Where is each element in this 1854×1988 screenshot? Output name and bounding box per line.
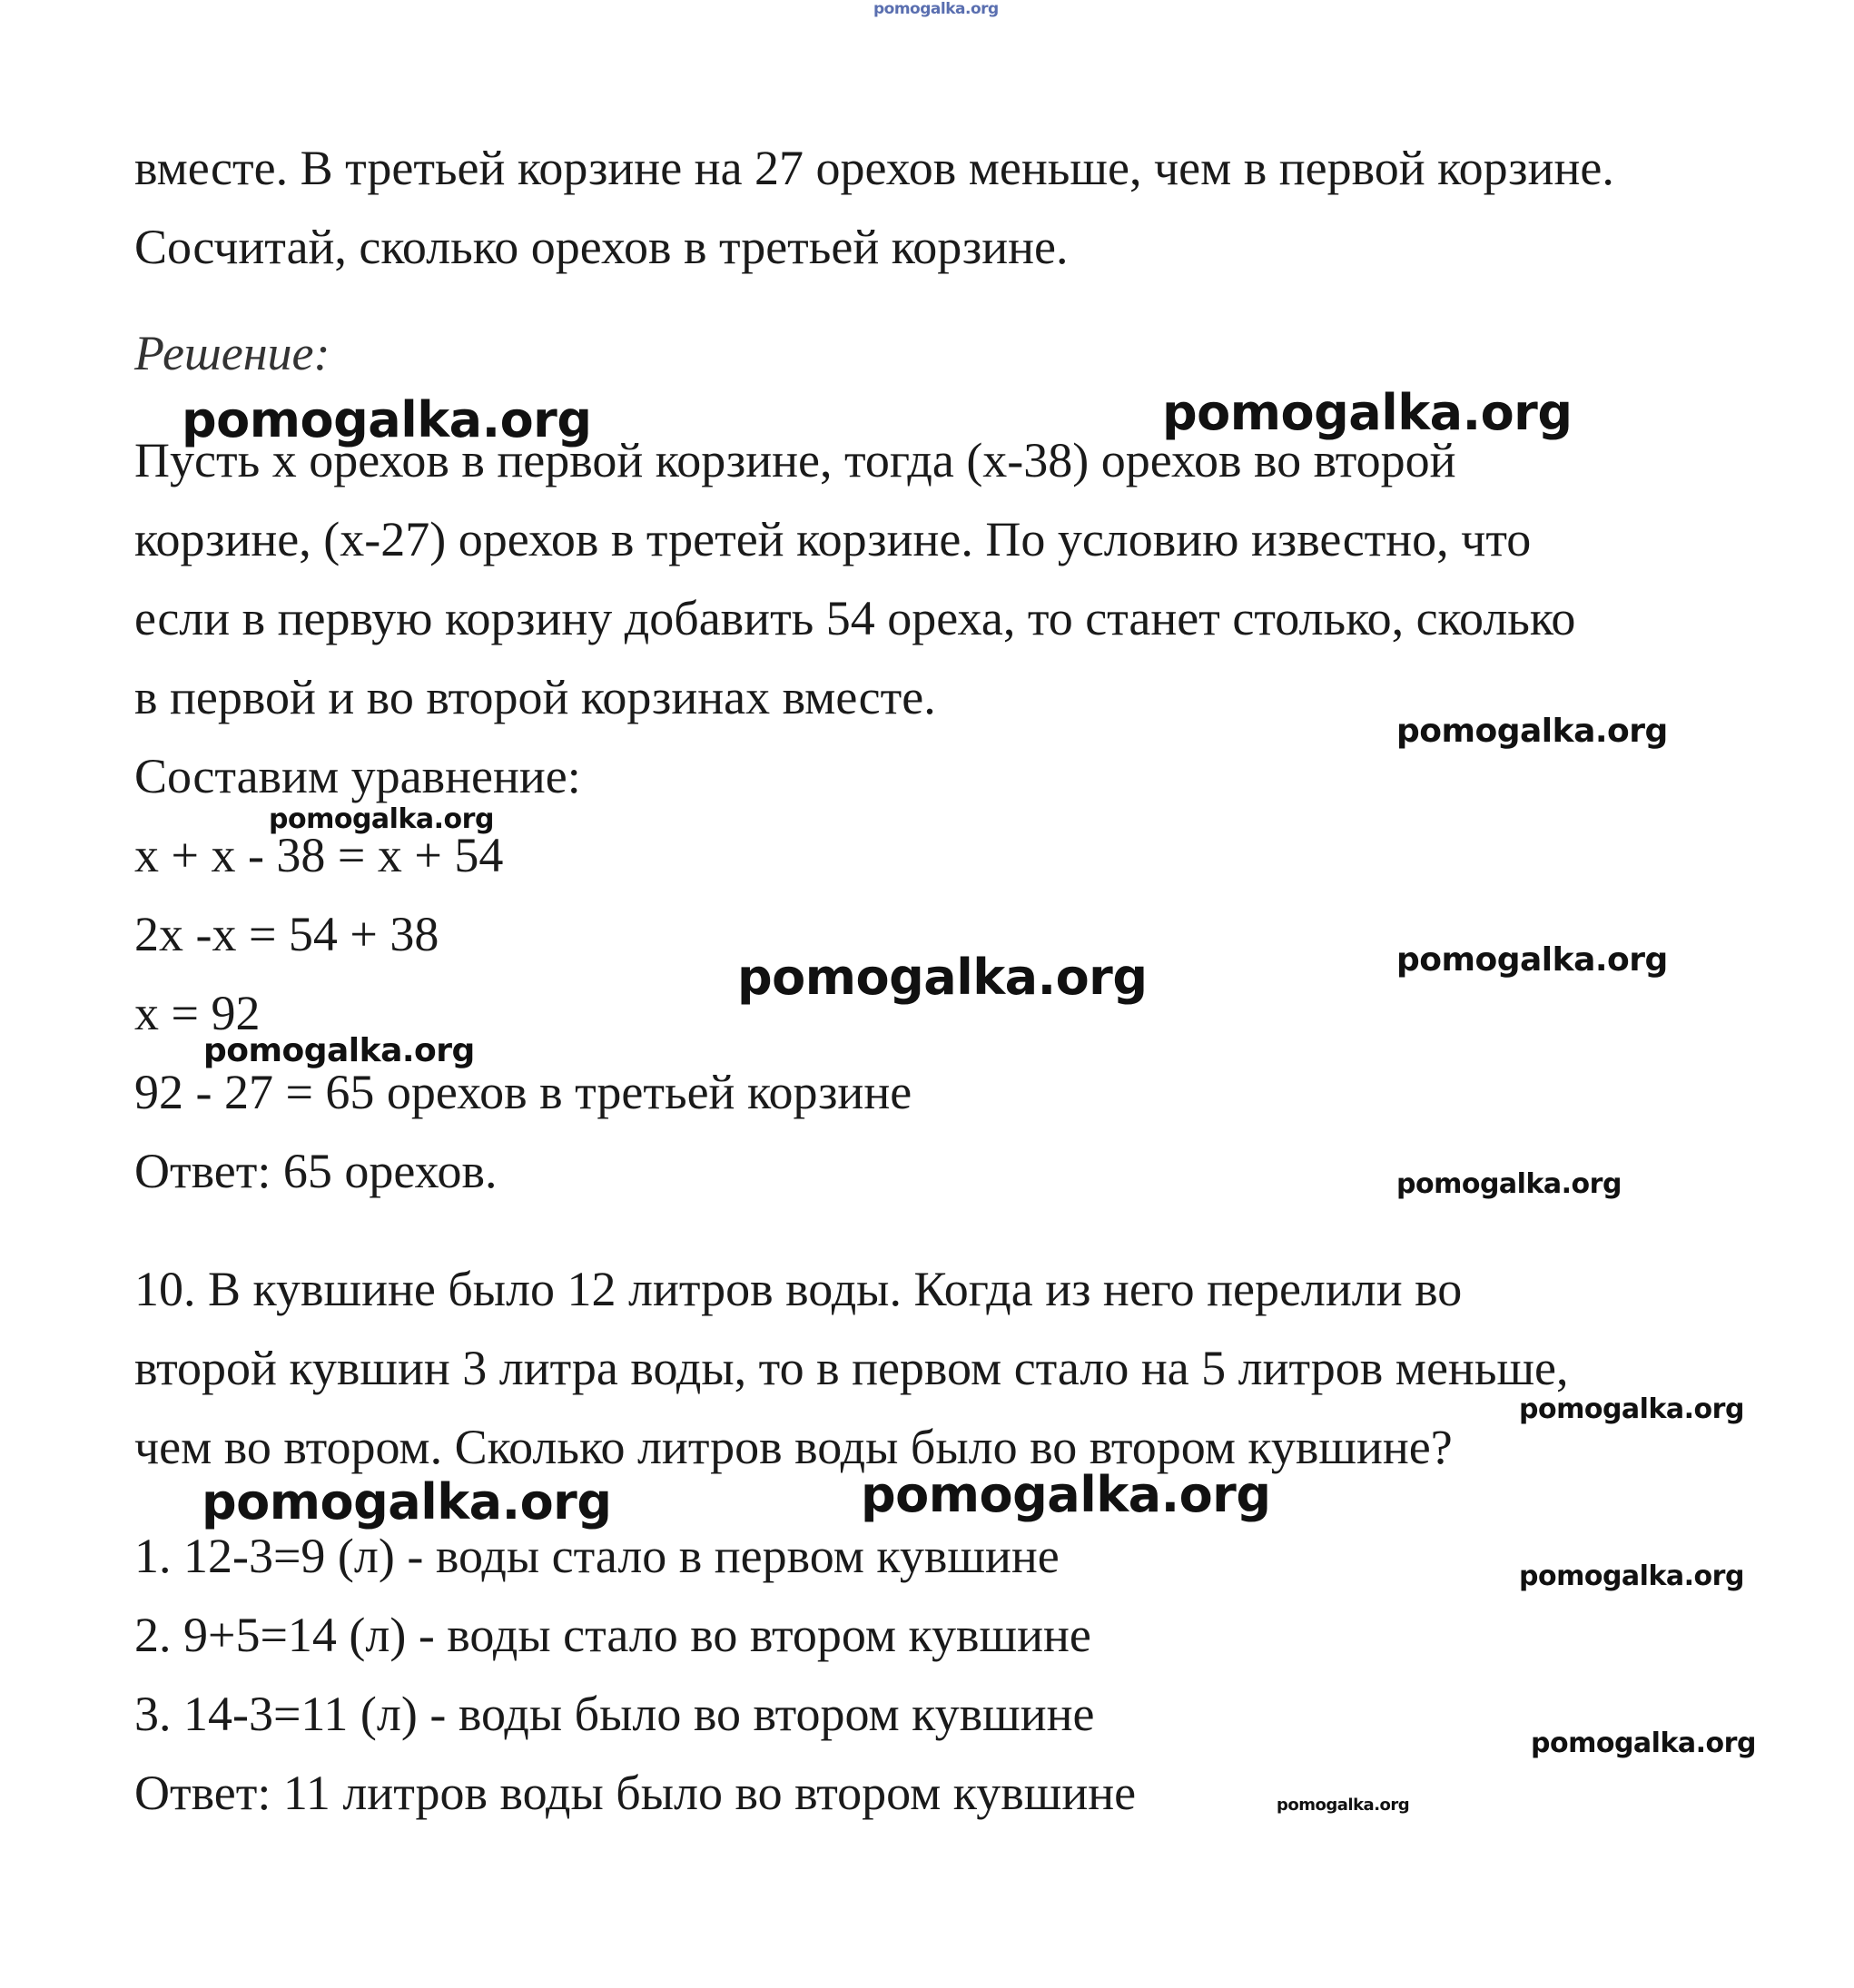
equation-intro: Составим уравнение: — [134, 749, 581, 803]
equation-step3: x = 92 — [134, 986, 261, 1040]
problem10-answer: Ответ: 11 литров воды было во втором кувшине — [134, 1766, 1137, 1820]
problem10-condition-line3: чем во втором. Сколько литров воды было во втором кувшине? — [134, 1420, 1453, 1474]
problem10-condition-line1: 10. В кувшине было 12 литров воды. Когда из него перелили во — [134, 1262, 1463, 1316]
problem9-condition-line1: вместе. В третьей корзине на 27 орехов меньше, чем в первой корзине. — [134, 141, 1614, 195]
problem10-step1: 1. 12-3=9 (л) - воды стало в первом кувшине — [134, 1529, 1060, 1583]
watermark-text: pomogalka.org — [1519, 1560, 1744, 1592]
watermark-text: pomogalka.org — [1531, 1727, 1756, 1759]
equation-step1: x + x - 38 = x + 54 — [134, 828, 504, 882]
watermark-text: pomogalka.org — [1396, 1168, 1622, 1200]
problem10-step3: 3. 14-3=11 (л) - воды было во втором кувшине — [134, 1687, 1095, 1741]
solution-line2: корзине, (x-27) орехов в третей корзине. По условию известно, что — [134, 512, 1532, 566]
watermark-text: pomogalka.org — [1396, 713, 1668, 750]
problem9-answer: Ответ: 65 орехов. — [134, 1144, 498, 1198]
watermark-text: pomogalka.org — [269, 803, 494, 835]
problem10-condition-line2: второй кувшин 3 литра воды, то в первом стало на 5 литров меньше, — [134, 1341, 1569, 1395]
solution-heading: Решение: — [134, 326, 330, 380]
solution-line4: в первой и во второй корзинах вместе. — [134, 670, 936, 724]
watermark-text: pomogalka.org — [737, 949, 1148, 1006]
equation-step2: 2x -x = 54 + 38 — [134, 907, 439, 961]
header-watermark: pomogalka.org — [873, 0, 999, 18]
watermark-text: pomogalka.org — [1162, 384, 1573, 441]
solution-line1: Пусть x орехов в первой корзине, тогда (x-38) орехов во второй — [134, 433, 1456, 487]
watermark-text: pomogalka.org — [1277, 1796, 1410, 1815]
problem9-condition-line2: Сосчитай, сколько орехов в третьей корзине. — [134, 220, 1069, 274]
solution-line3: если в первую корзину добавить 54 ореха, то станет столько, сколько — [134, 591, 1576, 645]
problem10-step2: 2. 9+5=14 (л) - воды стало во втором кувшине — [134, 1608, 1091, 1662]
watermark-text: pomogalka.org — [202, 1473, 612, 1530]
watermark-text: pomogalka.org — [203, 1032, 475, 1069]
watermark-text: pomogalka.org — [1519, 1393, 1744, 1425]
watermark-text: pomogalka.org — [182, 391, 592, 448]
watermark-text: pomogalka.org — [861, 1466, 1271, 1523]
result-step: 92 - 27 = 65 орехов в третьей корзине — [134, 1065, 912, 1119]
watermark-text: pomogalka.org — [1396, 941, 1668, 979]
